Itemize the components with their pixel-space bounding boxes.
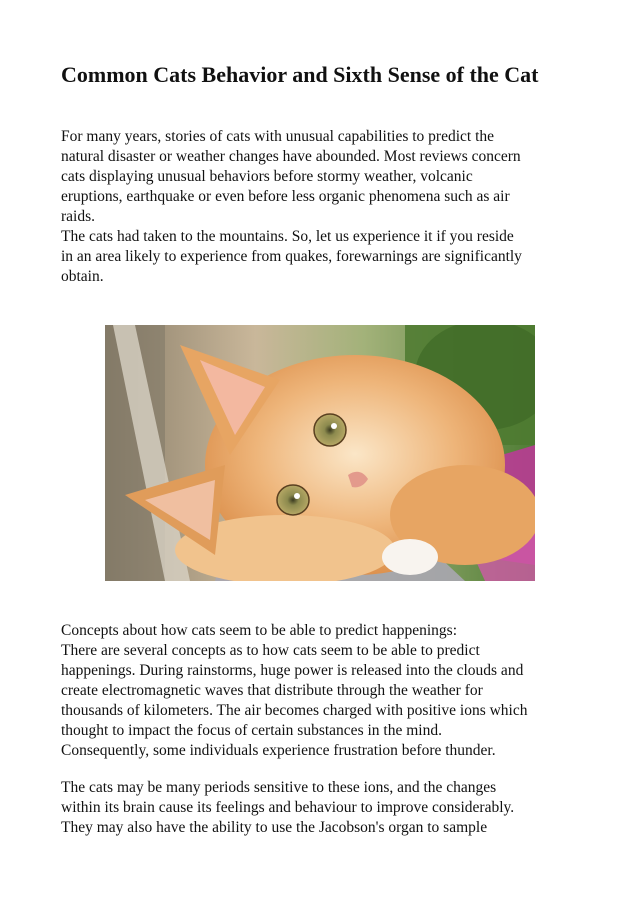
text-line: thousands of kilometers. The air becomes charged with positive ions which [61, 702, 528, 719]
text-line: raids. [61, 208, 96, 225]
ions-paragraph [61, 778, 581, 838]
text-line: The cats had taken to the mountains. So, let us experience it if you reside [61, 228, 514, 245]
text-line: obtain. [61, 268, 104, 285]
text-line: For many years, stories of cats with unusual capabilities to predict the [61, 128, 495, 145]
text-line: in an area likely to experience from quakes, forewarnings are significantly [61, 248, 522, 265]
text-line: within its brain cause its feelings and behaviour to improve considerably. [61, 799, 515, 816]
text-line: create electromagnetic waves that distribute through the weather for [61, 682, 483, 699]
page-title: Common Cats Behavior and Sixth Sense of the Cat [61, 62, 539, 87]
text-line: natural disaster or weather changes have abounded. Most reviews concern [61, 148, 521, 165]
text-line: eruptions, earthquake or even before less organic phenomena such as air [61, 188, 510, 205]
text-line: happenings. During rainstorms, huge power is released into the clouds and [61, 662, 524, 679]
text-line: Consequently, some individuals experience frustration before thunder. [61, 742, 496, 759]
cat-photo [105, 325, 535, 581]
intro-paragraph [61, 127, 581, 287]
text-line: The cats may be many periods sensitive to these ions, and the changes [61, 779, 497, 796]
text-line: They may also have the ability to use the Jacobson's organ to sample [61, 819, 488, 836]
text-line: Concepts about how cats seem to be able to predict happenings: [61, 622, 458, 639]
concepts-paragraph [61, 621, 581, 761]
text-line: There are several concepts as to how cats seem to be able to predict [61, 642, 480, 659]
text-line: thought to impact the focus of certain substances in the mind. [61, 722, 442, 739]
text-line: cats displaying unusual behaviors before stormy weather, volcanic [61, 168, 473, 185]
